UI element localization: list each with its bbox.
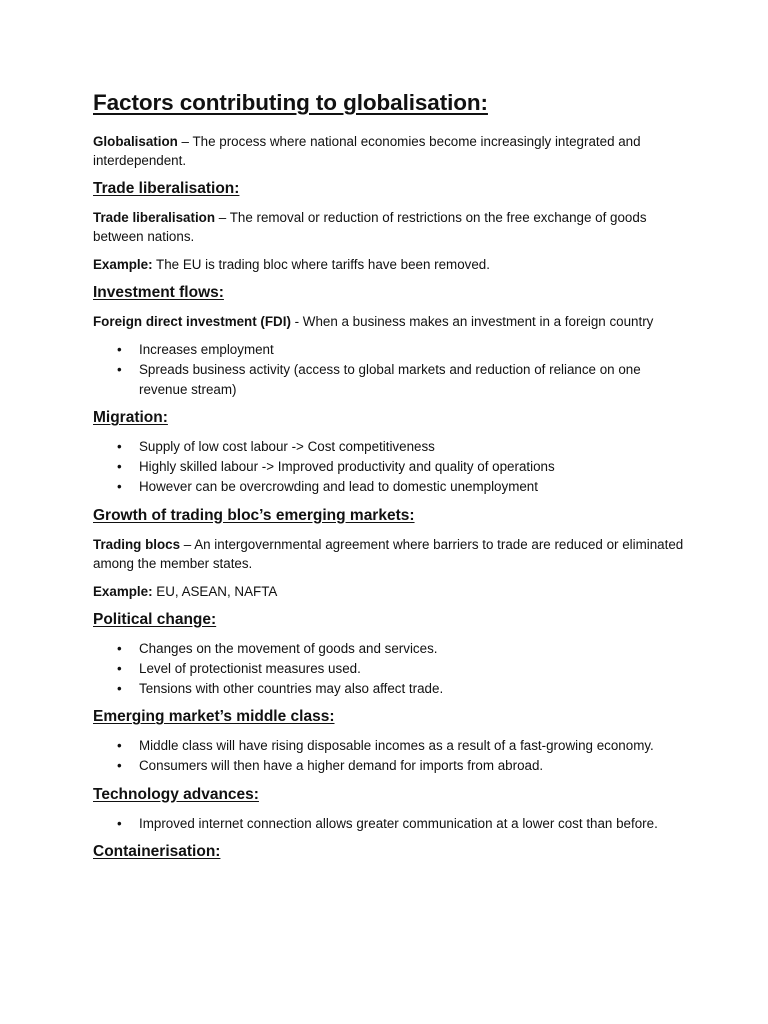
example-text: EU, ASEAN, NAFTA xyxy=(152,583,278,599)
technology-list xyxy=(93,814,688,834)
fdi-definition-text: - When a business makes an investment in a foreign country xyxy=(290,314,654,329)
list-item: • Consumers will then have a higher demand for imports from abroad. xyxy=(139,756,688,776)
example-label: Example: xyxy=(93,583,153,599)
trade-liberalisation-example xyxy=(93,255,688,274)
list-item: • Middle class will have rising disposable incomes as a result of a fast-growing economy. xyxy=(139,736,688,756)
list-item: • Highly skilled labour -> Improved productivity and quality of operations xyxy=(139,457,688,477)
list-item: • Level of protectionist measures used. xyxy=(139,659,688,679)
globalisation-definition xyxy=(93,132,688,170)
heading-trade-liberalisation: Trade liberalisation: xyxy=(93,180,240,197)
list-item: • However can be overcrowding and lead to domestic unemployment xyxy=(139,477,688,497)
middle-class-list xyxy=(93,736,688,776)
heading-containerisation: Containerisation: xyxy=(93,843,221,860)
heading-political-change: Political change: xyxy=(93,610,217,628)
migration-list xyxy=(93,437,688,497)
investment-flows-list xyxy=(93,340,688,399)
list-item: • Changes on the movement of goods and services. xyxy=(139,639,688,659)
heading-trading-blocs: Growth of trading bloc’s emerging markets: xyxy=(93,506,415,524)
trading-blocs-example xyxy=(93,582,688,601)
list-item: • Increases employment xyxy=(139,340,688,360)
heading-technology-advances: Technology advances: xyxy=(93,785,259,803)
list-item: • Supply of low cost labour -> Cost competitiveness xyxy=(139,437,688,457)
fdi-term: Foreign direct investment (FDI) xyxy=(93,314,291,329)
fdi-definition xyxy=(93,312,688,331)
list-item: • Spreads business activity (access to global markets and reduction of reliance on one revenue stream) xyxy=(139,360,688,399)
trading-blocs-term: Trading blocs xyxy=(93,536,181,552)
example-text: The EU is trading bloc where tariffs have been removed. xyxy=(152,257,490,272)
trade-liberalisation-definition-text: – The removal or reduction of restrictions on the free exchange of goods between nations. xyxy=(93,210,647,244)
heading-middle-class: Emerging market’s middle class: xyxy=(93,708,335,725)
heading-migration: Migration: xyxy=(93,409,168,426)
political-change-list xyxy=(93,639,688,699)
trading-blocs-definition xyxy=(93,535,688,573)
trading-blocs-definition-text: – An intergovernmental agreement where barriers to trade are reduced or eliminated among the member states. xyxy=(93,536,684,571)
list-item: • Tensions with other countries may also affect trade. xyxy=(139,679,688,699)
page-title: Factors contributing to globalisation: xyxy=(93,90,488,115)
trade-liberalisation-definition xyxy=(93,208,688,246)
heading-investment-flows: Investment flows: xyxy=(93,284,224,301)
trade-liberalisation-term: Trade liberalisation xyxy=(93,210,216,225)
list-item: • Improved internet connection allows greater communication at a lower cost than before. xyxy=(139,814,688,834)
globalisation-definition-text: – The process where national economies become increasingly integrated and interdependent. xyxy=(93,134,641,168)
globalisation-term: Globalisation xyxy=(93,134,178,149)
example-label: Example: xyxy=(93,257,153,272)
